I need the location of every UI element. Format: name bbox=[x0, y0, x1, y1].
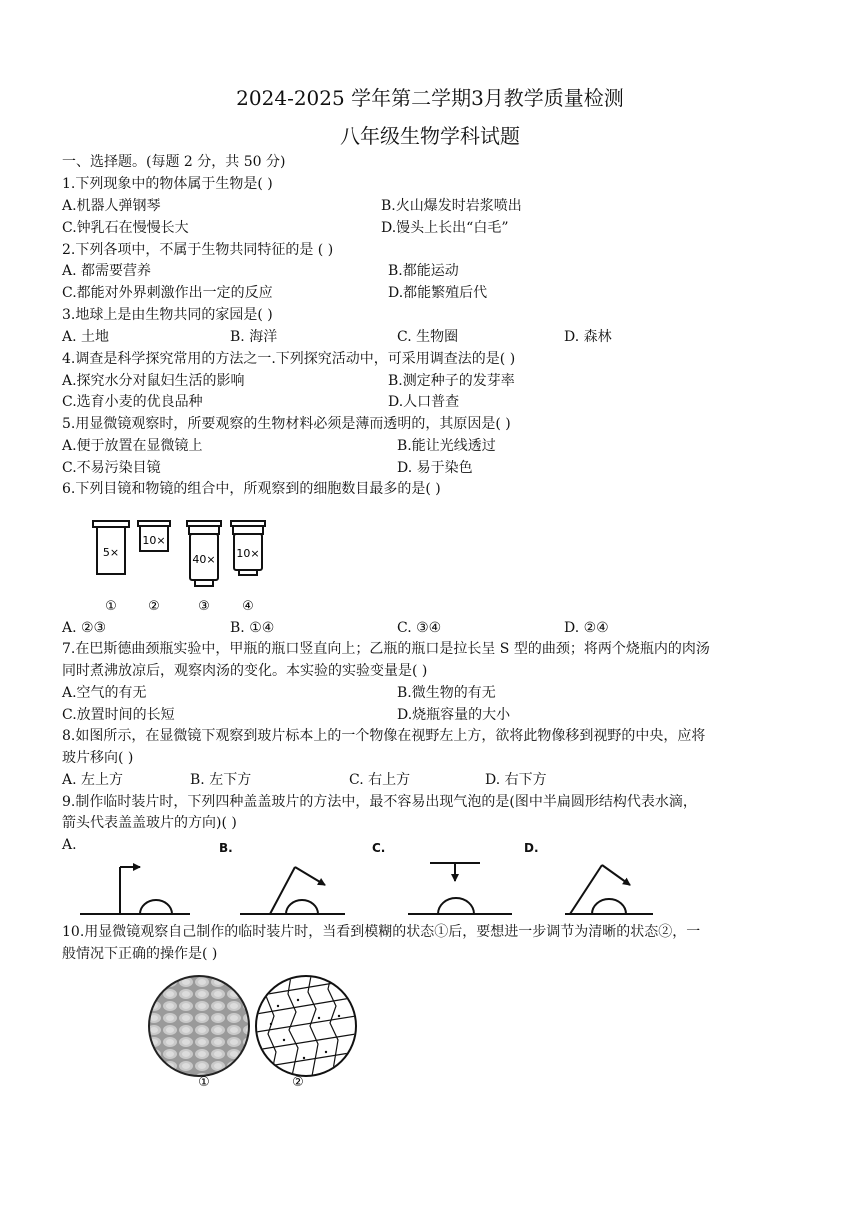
q5-option-a: A.便于放置在显微镜上 bbox=[62, 438, 203, 454]
q4-option-c: C.选育小麦的优良品种 bbox=[62, 394, 203, 410]
q5-stem: 5.用显微镜观察时，所要观察的生物材料必须是薄而透明的，其原因是( ) bbox=[62, 416, 511, 432]
q3-option-b: B. 海洋 bbox=[230, 329, 278, 345]
q1-option-d: D.馒头上长出“白毛” bbox=[381, 220, 509, 236]
exam-subtitle: 八年级生物学科试题 bbox=[340, 124, 520, 148]
q7-option-a: A.空气的有无 bbox=[62, 685, 147, 701]
q9-stem-line-1: 9.制作临时装片时，下列四种盖盖玻片的方法中，最不容易出现气泡的是(图中半扁圆形结构代表水滴， bbox=[62, 794, 697, 810]
q4-option-a: A.探究水分对鼠妇生活的影响 bbox=[62, 373, 245, 389]
q8-stem-line-1: 8.如图所示，在显微镜下观察到玻片标本上的一个物像在视野左上方，欲将此物像移到视野的中央，应将 bbox=[62, 728, 706, 744]
q7-option-d: D.烧瓶容量的大小 bbox=[397, 707, 511, 723]
q8-option-b: B. 左下方 bbox=[190, 772, 252, 788]
q5-option-d: D. 易于染色 bbox=[397, 460, 473, 476]
q4-option-b: B.测定种子的发芽率 bbox=[388, 373, 515, 389]
q8-option-c: C. 右上方 bbox=[349, 772, 411, 788]
q6-option-d: D. ②④ bbox=[564, 620, 609, 636]
q4-stem: 4.调查是科学探究常用的方法之一.下列探究活动中，可采用调查法的是( ) bbox=[62, 351, 516, 367]
q7-option-c: C.放置时间的长短 bbox=[62, 707, 175, 723]
exam-title: 2024-2025 学年第二学期3月教学质量检测 bbox=[236, 86, 624, 110]
view-number-1: ① bbox=[198, 1075, 210, 1090]
q7-stem-line-2: 同时煮沸放凉后，观察肉汤的变化。本实验的实验变量是( ) bbox=[62, 663, 428, 679]
q9-label-b: B. bbox=[219, 841, 233, 855]
q9-stem-line-2: 箭头代表盖盖玻片的方向)( ) bbox=[62, 815, 237, 831]
q2-option-a: A. 都需要营养 bbox=[62, 263, 152, 279]
q8-stem-line-2: 玻片移向( ) bbox=[62, 750, 134, 766]
lens-number-3: ③ bbox=[198, 599, 210, 614]
q2-option-b: B.都能运动 bbox=[388, 263, 459, 279]
q6-option-a: A. ②③ bbox=[62, 620, 107, 636]
q3-option-c: C. 生物圈 bbox=[397, 329, 459, 345]
q2-option-c: C.都能对外界刺激作出一定的反应 bbox=[62, 285, 273, 301]
q2-stem: 2.下列各项中，不属于生物共同特征的是 ( ) bbox=[62, 242, 334, 258]
coverslip-method-b bbox=[240, 867, 345, 914]
q3-option-d: D. 森林 bbox=[564, 329, 612, 345]
microscope-view-figure bbox=[146, 976, 356, 1090]
lens-label-3: 40× bbox=[192, 553, 216, 566]
q10-stem-line-2: 般情况下正确的操作是( ) bbox=[62, 946, 218, 962]
clear-view bbox=[256, 976, 356, 1086]
section-heading: 一、选择题。(每题 2 分，共 50 分) bbox=[62, 154, 286, 170]
q9-label-d: D. bbox=[524, 841, 539, 855]
coverslip-method-d bbox=[565, 865, 653, 914]
q8-option-d: D. 右下方 bbox=[485, 772, 547, 788]
q1-option-c: C.钟乳石在慢慢长大 bbox=[62, 220, 189, 236]
lens-label-4: 10× bbox=[236, 547, 260, 560]
lens-number-4: ④ bbox=[242, 599, 254, 614]
q5-option-c: C.不易污染目镜 bbox=[62, 460, 161, 476]
q6-stem: 6.下列目镜和物镜的组合中，所观察到的细胞数目最多的是( ) bbox=[62, 481, 441, 497]
view-number-2: ② bbox=[292, 1075, 304, 1090]
q10-stem-line-1: 10.用显微镜观察自己制作的临时装片时，当看到模糊的状态①后，要想进一步调节为清晰的状态②，一 bbox=[62, 924, 701, 940]
q9-label-a: A. bbox=[62, 837, 77, 853]
q6-option-c: C. ③④ bbox=[397, 620, 442, 636]
coverslip-method-a bbox=[80, 867, 190, 914]
q2-option-d: D.都能繁殖后代 bbox=[388, 285, 488, 301]
lens-label-1: 5× bbox=[102, 546, 120, 559]
lens-number-1: ① bbox=[105, 599, 117, 614]
q4-option-d: D.人口普查 bbox=[388, 394, 460, 410]
q7-option-b: B.微生物的有无 bbox=[397, 685, 496, 701]
q3-option-a: A. 土地 bbox=[62, 329, 110, 345]
blurry-view bbox=[149, 976, 249, 1076]
coverslip-method-c bbox=[408, 863, 512, 914]
q8-option-a: A. 左上方 bbox=[62, 772, 124, 788]
q7-stem-line-1: 7.在巴斯德曲颈瓶实验中，甲瓶的瓶口竖直向上；乙瓶的瓶口是拉长呈 S 型的曲颈；将两个烧瓶内的肉汤 bbox=[62, 641, 710, 657]
lens-label-2: 10× bbox=[142, 534, 166, 547]
q1-option-a: A.机器人弹钢琴 bbox=[62, 198, 161, 214]
lens-figure bbox=[80, 518, 300, 616]
lens-number-2: ② bbox=[148, 599, 160, 614]
q9-label-c: C. bbox=[372, 841, 386, 855]
q3-stem: 3.地球上是由生物共同的家园是( ) bbox=[62, 307, 273, 323]
q5-option-b: B.能让光线透过 bbox=[397, 438, 496, 454]
coverslip-figure bbox=[80, 855, 660, 925]
q1-stem: 1.下列现象中的物体属于生物是( ) bbox=[62, 176, 273, 192]
q6-option-b: B. ①④ bbox=[230, 620, 275, 636]
q1-option-b: B.火山爆发时岩浆喷出 bbox=[381, 198, 522, 214]
